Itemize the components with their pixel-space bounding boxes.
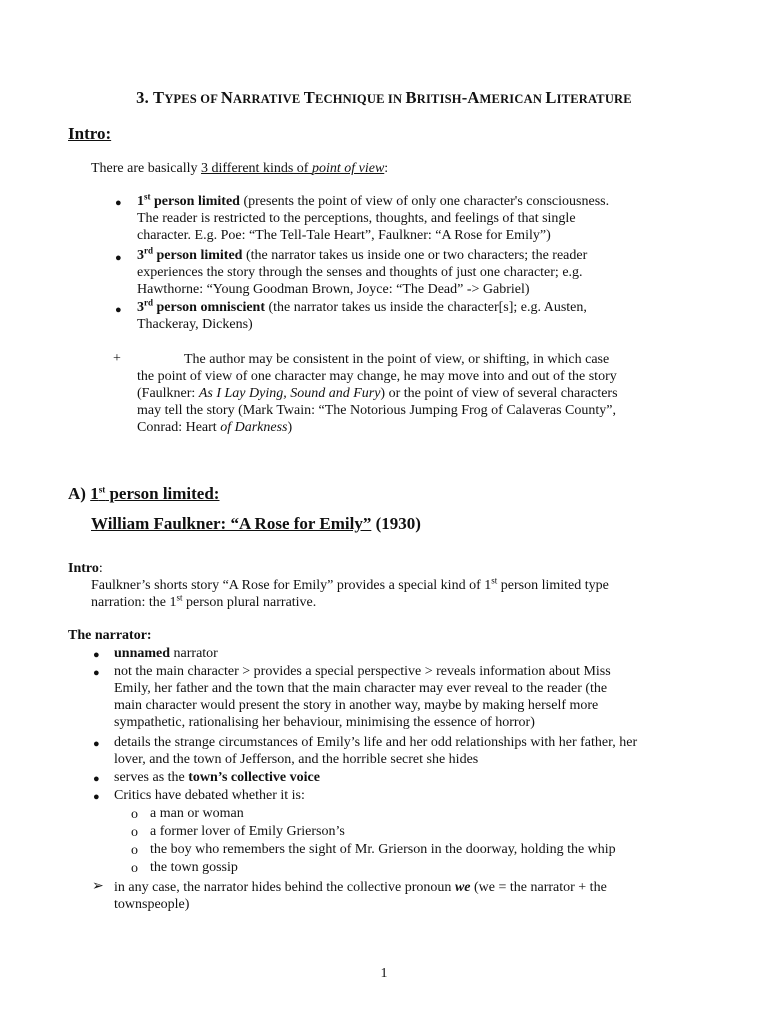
narrator-item-3: details the strange circumstances of Emily’s life and her odd relationships with her father, her lover, and the town of Jefferson, and the horrible secret she hides bbox=[114, 735, 638, 767]
sub-intro-label: Intro: bbox=[68, 561, 103, 576]
intro-heading: Intro: bbox=[68, 124, 112, 143]
bullet-icon: ● bbox=[93, 649, 100, 661]
sub-bullet-icon: o bbox=[131, 807, 138, 822]
sub-bullet-icon: o bbox=[131, 843, 138, 858]
plus-line-1: The author may be consistent in the point of view, or shifting, in which case bbox=[184, 352, 610, 367]
pov-item-2: 3rd person limited (the narrator takes us inside one or two characters; the reader experiences the story through the senses and thoughts of just one character; e.g. Hawthorne: “Young Goodman Brown, Joyce: “The Dead” -> Gabriel) bbox=[137, 245, 588, 297]
narrator-item-4: serves as the town’s collective voice bbox=[114, 770, 320, 785]
bullet-icon: ● bbox=[115, 304, 122, 316]
narrator-item-1: unnamed narrator bbox=[114, 646, 218, 661]
plus-paragraph: the point of view of one character may change, he may move into and out of the story (Faulkner: As I Lay Dying, Sound and Fury) or the point of view of several characters may tell the story (Mark Twain: “The Notorious Jumping Frog of Calaveras County”, Conrad: Heart of Darkness) bbox=[137, 369, 618, 435]
arrow-icon: ➢ bbox=[92, 879, 104, 894]
narrator-conclusion: in any case, the narrator hides behind the collective pronoun we (we = the narrator + the townspeople) bbox=[114, 880, 607, 912]
bullet-icon: ● bbox=[115, 252, 122, 264]
narrator-item-5: Critics have debated whether it is: bbox=[114, 788, 305, 803]
page-number: 1 bbox=[380, 966, 388, 981]
bullet-icon: ● bbox=[93, 773, 100, 785]
work-heading: William Faulkner: “A Rose for Emily” (1930) bbox=[91, 514, 421, 533]
sub-bullet-icon: o bbox=[131, 861, 138, 876]
bullet-icon: ● bbox=[93, 738, 100, 750]
narrator-heading: The narrator: bbox=[68, 628, 152, 643]
bullet-icon: ● bbox=[93, 791, 100, 803]
bullet-icon: ● bbox=[115, 197, 122, 209]
sub-item-2: a former lover of Emily Grierson’s bbox=[150, 824, 345, 839]
section-a-heading: A) 1st person limited: bbox=[68, 484, 220, 503]
sub-item-1: a man or woman bbox=[150, 806, 244, 821]
plus-icon: + bbox=[113, 351, 121, 366]
pov-item-3: 3rd person omniscient (the narrator takes us inside the character[s]; e.g. Austen, Thackeray, Dickens) bbox=[137, 297, 587, 332]
sub-item-4: the town gossip bbox=[150, 860, 238, 875]
sub-bullet-icon: o bbox=[131, 825, 138, 840]
sub-intro-text: Faulkner’s shorts story “A Rose for Emily” provides a special kind of 1st person limited type narration: the 1st person plural narrative. bbox=[91, 575, 609, 610]
narrator-item-2: not the main character > provides a special perspective > reveals information about Miss Emily, her father and the town that the main character may ever reveal to the reader (the main character would present the story in another way, maybe by making herself more sympathetic, rationalising her behaviour, minimising the essence of horror) bbox=[114, 664, 611, 730]
document-title: 3. TYPES OF NARRATIVE TECHNIQUE IN BRITISH-AMERICAN LITERATURE bbox=[136, 88, 632, 107]
intro-lead: There are basically 3 different kinds of point of view: bbox=[91, 161, 389, 176]
sub-item-3: the boy who remembers the sight of Mr. Grierson in the doorway, holding the whip bbox=[150, 842, 616, 857]
pov-item-1: 1st person limited (presents the point of view of only one character's consciousness. The reader is restricted to the perceptions, thoughts, and feelings of that single character. E.g. Poe: “The Tell-Tale Heart”, Faulkner: “A Rose for Emily”) bbox=[137, 191, 610, 243]
bullet-icon: ● bbox=[93, 667, 100, 679]
